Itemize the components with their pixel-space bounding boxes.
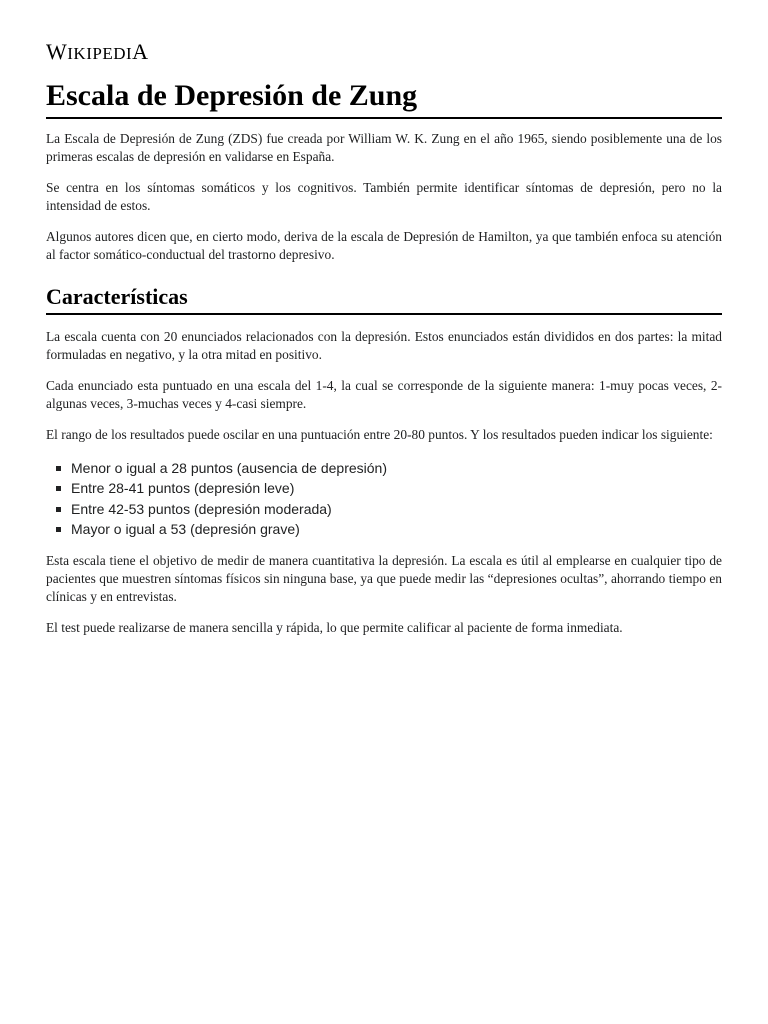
intro-paragraph-2: Se centra en los síntomas somáticos y los cognitivos. También permite identificar síntomas de depresión, pero no la intensidad de estos. <box>46 180 722 213</box>
section-paragraph-3: El rango de los resultados puede oscilar en una puntuación entre 20-80 puntos. Y los resultados pueden indicar los siguiente: <box>46 427 713 442</box>
closing-paragraph-2: El test puede realizarse de manera sencilla y rápida, lo que permite calificar al paciente de forma inmediata. <box>46 620 623 636</box>
wordmark-first-letter: W <box>46 39 68 64</box>
list-item-text: Entre 42-53 puntos (depresión moderada) <box>71 500 332 517</box>
section-heading-caracteristicas: Características <box>46 283 722 315</box>
square-bullet-icon <box>56 486 61 491</box>
intro-paragraph-3: Algunos autores dicen que, en cierto modo, deriva de la escala de Depresión de Hamilton, ya que también enfoca su atención al factor somático-conductual del trastorno depresivo. <box>46 229 722 262</box>
article-page <box>46 38 722 637</box>
page-title: Escala de Depresión de Zung <box>46 78 722 119</box>
section-paragraph-2: Cada enunciado esta puntuado en una escala del 1-4, la cual se corresponde de la siguiente manera: 1-muy pocas veces, 2-algunas veces, 3-muchas veces y 4-casi siempre. <box>46 378 722 411</box>
square-bullet-icon <box>56 527 61 532</box>
wordmark-last-letter: A <box>132 39 149 64</box>
score-range-list <box>46 458 722 539</box>
list-item-text: Entre 28-41 puntos (depresión leve) <box>71 480 295 497</box>
list-item <box>54 519 722 539</box>
square-bullet-icon <box>56 466 61 471</box>
square-bullet-icon <box>56 507 61 512</box>
wordmark-middle-letters: IKIPEDI <box>67 44 133 63</box>
closing-paragraph-1: Esta escala tiene el objetivo de medir de manera cuantitativa la depresión. La escala es útil al emplearse en cualquier tipo de pacientes que muestren síntomas físicos sin ninguna base, ya que puede medir las “depresiones ocultas”, ahorrando tiempo en clínicas y en entrevistas. <box>46 553 722 605</box>
intro-paragraph-1: La Escala de Depresión de Zung (ZDS) fue creada por William W. K. Zung en el año 1965, siendo posiblemente una de los primeras escalas de depresión en validarse en España. <box>46 131 722 164</box>
wikipedia-wordmark[interactable] <box>46 38 722 66</box>
list-item-text: Menor o igual a 28 puntos (ausencia de depresión) <box>71 460 387 476</box>
list-item <box>54 458 722 478</box>
list-item-text: Mayor o igual a 53 (depresión grave) <box>71 520 300 537</box>
list-item <box>54 499 722 519</box>
list-item <box>54 478 722 498</box>
section-paragraph-1: La escala cuenta con 20 enunciados relacionados con la depresión. Estos enunciados están divididos en dos partes: la mitad formuladas en negativo, y la otra mitad en positivo. <box>46 329 722 362</box>
